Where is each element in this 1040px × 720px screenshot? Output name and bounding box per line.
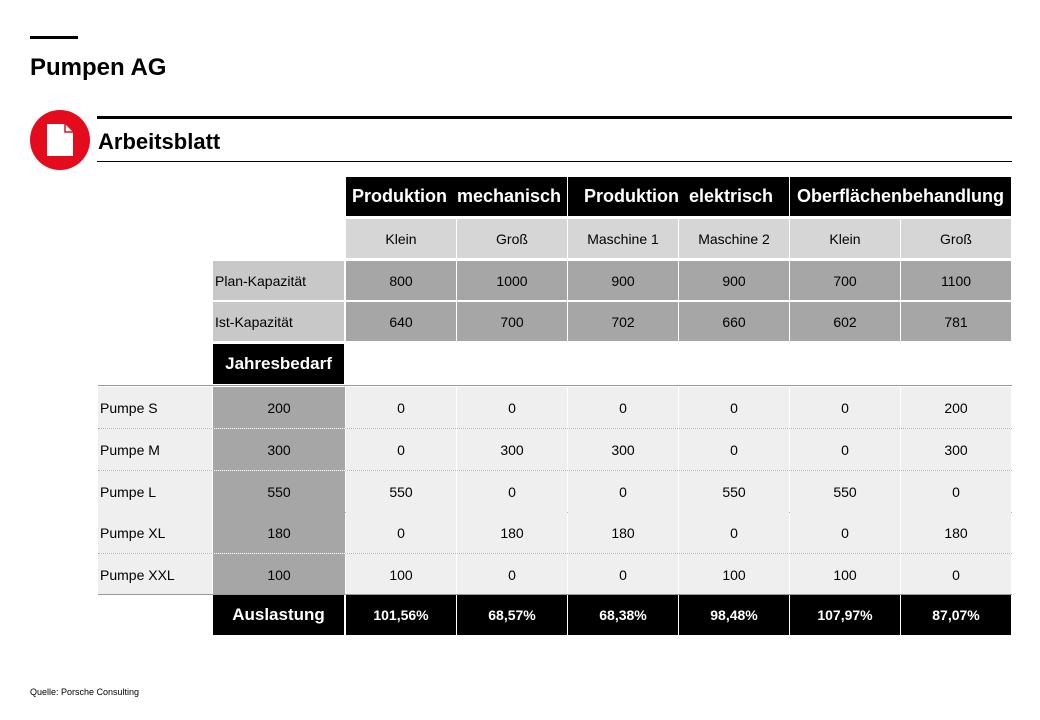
capacity-value: 900 bbox=[568, 261, 678, 300]
subgroup-header: Maschine 1 bbox=[568, 219, 678, 258]
pump-value: 0 bbox=[568, 387, 678, 428]
table-divider bbox=[98, 385, 1012, 386]
subgroup-header: Maschine 2 bbox=[679, 219, 789, 258]
pump-value: 550 bbox=[346, 471, 456, 512]
pump-value: 180 bbox=[568, 512, 678, 553]
section-rule-top bbox=[97, 116, 1012, 119]
pump-value: 100 bbox=[679, 554, 789, 595]
group-header: Produktion elektrisch bbox=[568, 177, 789, 216]
pump-value: 180 bbox=[457, 512, 567, 553]
pump-value: 0 bbox=[679, 429, 789, 470]
capacity-value: 1100 bbox=[901, 261, 1011, 300]
utilization-value: 87,07% bbox=[901, 595, 1011, 635]
capacity-value: 700 bbox=[790, 261, 900, 300]
capacity-value: 700 bbox=[457, 302, 567, 341]
company-title: Pumpen AG bbox=[30, 54, 167, 81]
pump-value: 300 bbox=[457, 429, 567, 470]
pump-row-label: Pumpe S bbox=[98, 387, 212, 428]
pump-value: 180 bbox=[901, 512, 1011, 553]
capacity-row-label: Plan-Kapazität bbox=[213, 261, 344, 300]
pump-row-label: Pumpe XXL bbox=[98, 554, 212, 595]
demand-value: 100 bbox=[213, 554, 345, 595]
pump-value: 0 bbox=[901, 554, 1011, 595]
pump-value: 0 bbox=[901, 471, 1011, 512]
pump-value: 100 bbox=[346, 554, 456, 595]
pump-value: 200 bbox=[901, 387, 1011, 428]
demand-value: 300 bbox=[213, 429, 345, 470]
pump-value: 300 bbox=[568, 429, 678, 470]
pump-value: 100 bbox=[790, 554, 900, 595]
demand-value: 550 bbox=[213, 471, 345, 512]
pump-value: 0 bbox=[346, 429, 456, 470]
pump-value: 300 bbox=[901, 429, 1011, 470]
pump-value: 0 bbox=[346, 512, 456, 553]
section-title: Arbeitsblatt bbox=[98, 129, 221, 154]
subgroup-header: Groß bbox=[457, 219, 567, 258]
demand-value: 200 bbox=[213, 387, 345, 428]
capacity-value: 640 bbox=[346, 302, 456, 341]
pump-value: 0 bbox=[790, 387, 900, 428]
capacity-row-label: Ist-Kapazität bbox=[213, 302, 344, 341]
utilization-value: 68,38% bbox=[568, 595, 678, 635]
source-note: Quelle: Porsche Consulting bbox=[30, 687, 140, 697]
document-icon bbox=[30, 110, 90, 170]
pump-row-label: Pumpe L bbox=[98, 471, 212, 512]
pump-value: 550 bbox=[679, 471, 789, 512]
section-rule-bottom bbox=[97, 161, 1012, 162]
utilization-value: 107,97% bbox=[790, 595, 900, 635]
pump-value: 0 bbox=[790, 512, 900, 553]
capacity-value: 660 bbox=[679, 302, 789, 341]
capacity-value: 702 bbox=[568, 302, 678, 341]
capacity-value: 900 bbox=[679, 261, 789, 300]
pump-value: 0 bbox=[790, 429, 900, 470]
demand-header: Jahresbedarf bbox=[213, 344, 344, 384]
pump-row-label: Pumpe XL bbox=[98, 512, 212, 553]
utilization-label: Auslastung bbox=[213, 595, 344, 635]
subgroup-header: Klein bbox=[790, 219, 900, 258]
utilization-value: 98,48% bbox=[679, 595, 789, 635]
pump-value: 0 bbox=[568, 554, 678, 595]
pump-value: 550 bbox=[790, 471, 900, 512]
pump-value: 0 bbox=[457, 554, 567, 595]
subgroup-header: Klein bbox=[346, 219, 456, 258]
capacity-value: 602 bbox=[790, 302, 900, 341]
pump-value: 0 bbox=[457, 471, 567, 512]
pump-value: 0 bbox=[568, 471, 678, 512]
capacity-value: 1000 bbox=[457, 261, 567, 300]
pump-value: 0 bbox=[679, 387, 789, 428]
demand-value: 180 bbox=[213, 512, 345, 553]
pump-value: 0 bbox=[679, 512, 789, 553]
capacity-value: 781 bbox=[901, 302, 1011, 341]
utilization-value: 101,56% bbox=[346, 595, 456, 635]
subgroup-header: Groß bbox=[901, 219, 1011, 258]
pump-value: 0 bbox=[346, 387, 456, 428]
group-header: Oberflächenbehandlung bbox=[790, 177, 1011, 216]
pump-value: 0 bbox=[457, 387, 567, 428]
pump-row-label: Pumpe M bbox=[98, 429, 212, 470]
utilization-value: 68,57% bbox=[457, 595, 567, 635]
group-header: Produktion mechanisch bbox=[346, 177, 567, 216]
accent-bar bbox=[30, 36, 78, 39]
capacity-value: 800 bbox=[346, 261, 456, 300]
